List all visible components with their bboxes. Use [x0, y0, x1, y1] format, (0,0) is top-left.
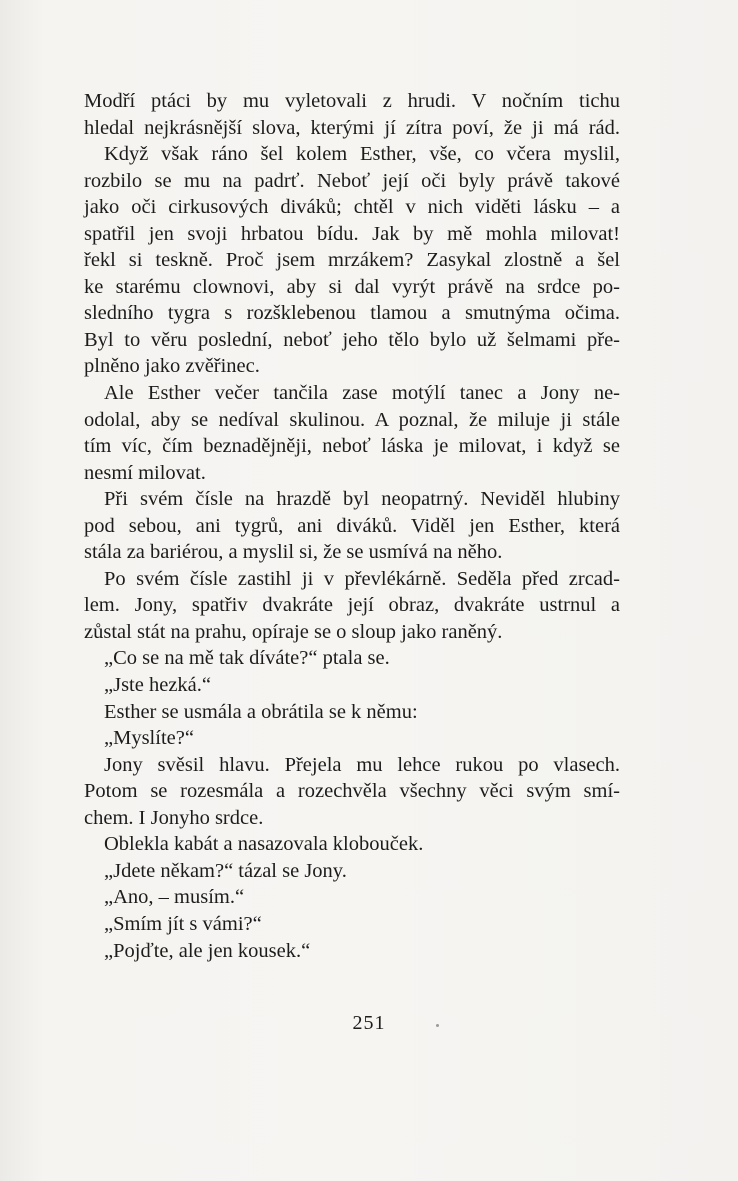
paper-speck — [436, 1024, 439, 1027]
text-line: „Pojďte, ale jen kousek.“ — [104, 939, 311, 962]
text-line: jako oči cirkusových diváků; chtěl v nich viděti lásku – a — [84, 196, 620, 219]
text-line: Esther se usmála a obrátila se k němu: — [104, 700, 418, 723]
text-line: Jony svěsil hlavu. Přejela mu lehce rukou po vlasech. — [104, 753, 620, 776]
text-line: spatřil jen svoji hrbatou bídu. Jak by mě mohla milovat! — [84, 222, 620, 245]
text-line: Byl to věru poslední, neboť jeho tělo bylo už šelmami pře- — [84, 328, 620, 351]
page-number: 251 — [352, 1012, 386, 1034]
text-line: stála za bariérou, a myslil si, že se usmívá na něho. — [84, 541, 503, 564]
text-line: „Ano, – musím.“ — [104, 886, 245, 909]
text-line: plněno jako zvěřinec. — [84, 355, 260, 378]
text-line: „Myslíte?“ — [104, 727, 194, 750]
text-line: pod sebou, ani tygrů, ani diváků. Viděl jen Esther, která — [84, 514, 620, 537]
text-line: chem. I Jonyho srdce. — [84, 806, 264, 829]
text-line: odolal, aby se nedíval skulinou. A poznal, že miluje ji stále — [84, 408, 620, 431]
text-line: Když však ráno šel kolem Esther, vše, co včera myslil, — [104, 143, 620, 166]
text-line: lem. Jony, spatřiv dvakráte její obraz, dvakráte ustrnul a — [84, 594, 620, 617]
text-line: tím víc, čím beznadějněji, neboť láska je milovat, i když se — [84, 435, 620, 458]
text-line: ke starému clownovi, aby si dal vyrýt právě na srdce po- — [84, 275, 620, 298]
text-line: Oblekla kabát a nasazovala klobouček. — [104, 833, 424, 856]
text-line: „Jdete někam?“ tázal se Jony. — [104, 859, 347, 882]
text-line: hledal nejkrásnější slova, kterými jí zítra poví, že ji má rád. — [84, 116, 620, 139]
text-line: Při svém čísle na hrazdě byl neopatrný. Neviděl hlubiny — [104, 488, 620, 511]
text-line: „Jste hezká.“ — [104, 674, 211, 697]
text-line: Ale Esther večer tančila zase motýlí tanec a Jony ne- — [104, 382, 620, 405]
text-line: zůstal stát na prahu, opíraje se o sloup jako raněný. — [84, 620, 503, 643]
text-line: Potom se rozesmála a rozechvěla všechny věci svým smí- — [84, 780, 620, 803]
text-line: „Co se na mě tak díváte?“ ptala se. — [104, 647, 390, 670]
text-line: Modří ptáci by mu vyletovali z hrudi. V nočním tichu — [84, 90, 620, 112]
text-line: nesmí milovat. — [84, 461, 206, 484]
text-line: řekl si teskně. Proč jsem mrzákem? Zasykal zlostně a šel — [84, 249, 620, 272]
text-line: rozbilo se mu na padrť. Neboť její oči byly právě takové — [84, 169, 620, 192]
text-line: sledního tygra s rozšklebenou tlamou a smutnýma očima. — [84, 302, 620, 325]
body-text — [84, 88, 620, 964]
text-line: Po svém čísle zastihl ji v převlékárně. Seděla před zrcad- — [104, 567, 620, 590]
text-line: „Smím jít s vámi?“ — [104, 912, 262, 935]
